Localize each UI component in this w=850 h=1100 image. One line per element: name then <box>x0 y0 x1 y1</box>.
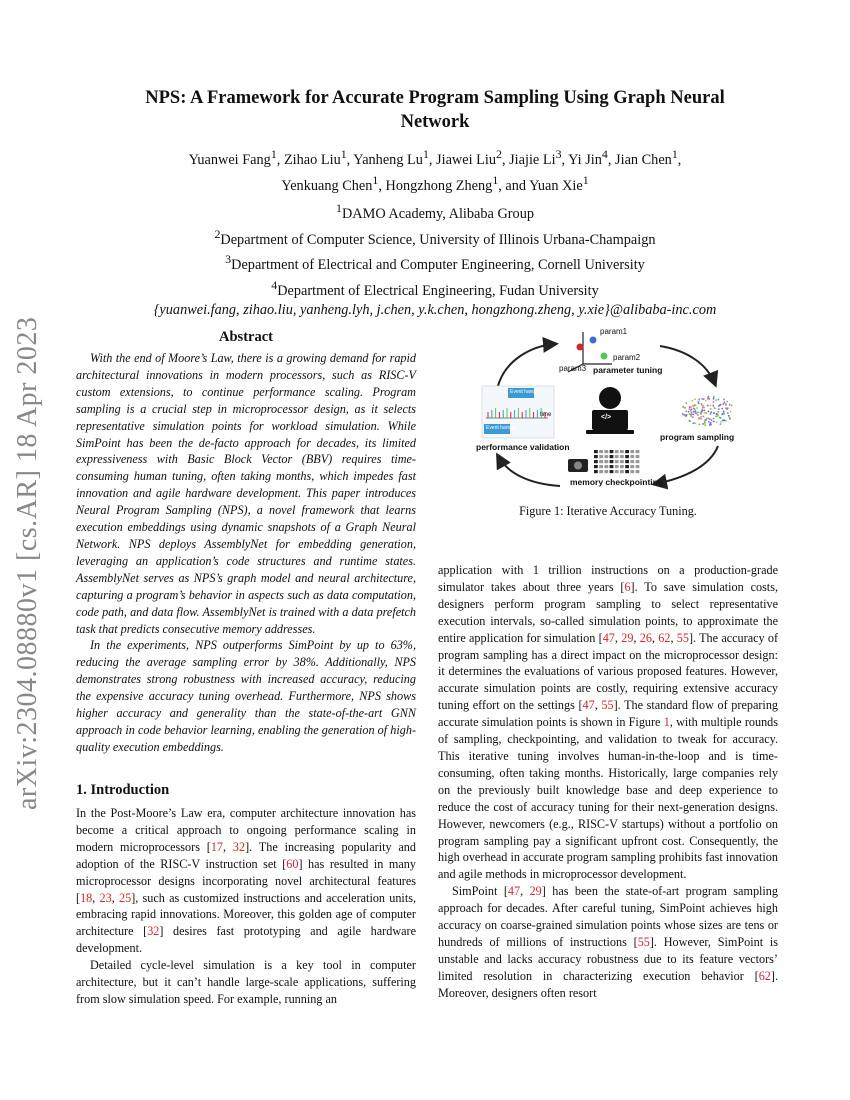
param1-label: param1 <box>600 327 628 336</box>
intro-paragraph-2: Detailed cycle-level simulation is a key tool in computer architecture, but it can’t handle large-scale applications, suffering from slow simulation speed. For example, running an <box>76 958 416 1006</box>
author-affiliation-index: 3 <box>555 147 562 161</box>
memory-checkpointing-label: memory checkpointing <box>570 477 664 487</box>
param3-dot <box>577 344 584 351</box>
time-axis-label: time <box>540 412 552 418</box>
citation-link[interactable]: 62 <box>658 630 671 645</box>
abstract-paragraph-2: In the experiments, NPS outperforms SimPoint by up to 63%, reducing the average sampling error by 38%. Additionally, NPS demonstrates strong robustness with increased accuracy, reducing the expensive accuracy tuning overhead. Furthermore, NPS shows higher accuracy and generality than the state-of-the-art GNN approach in code behavior learning, enabling the generation of high-quality execution embeddings. <box>76 638 416 754</box>
author-affiliation-index: 1 <box>340 147 347 161</box>
author-affiliation-index: 1 <box>582 172 589 187</box>
right-paragraph-2: SimPoint [47, 29] has been the state-of-art program sampling approach for decades. After careful tuning, SimPoint achieves high accuracy on coarse-grained simulation points whose sizes are tens or hundreds of millions of instructions [55]. However, SimPoint is unstable and lacks accuracy robustness due to its feature vectors’ limited resolution in characterizing execution behavior [62]. Moreover, designers often resort <box>438 884 779 1000</box>
cycle-arrow-bottom-right <box>655 446 718 484</box>
citation-link[interactable]: 62 <box>758 968 771 983</box>
citation-link[interactable]: 47 <box>582 698 595 713</box>
citation-link[interactable]: 6 <box>624 579 631 594</box>
event-handler-label-1: Event handler <box>510 389 541 395</box>
author-list: Yuanwei Fang$^1$, Zihao Liu$^1$, Yanheng Lu$^1$, Jiawei Liu$^2$, Jiajie Li$^3$, Yi Jin$^4$, Jian Chen$^1$, Yenkuang Chen$^1$, Hongzhong Zheng$^1$, and Yuan Xie$^1$ <box>188 147 682 194</box>
author-affiliation-index: 1 <box>270 147 277 161</box>
figure-caption: Figure 1: Iterative Accuracy Tuning. <box>519 504 697 518</box>
intro-paragraph-1: In the Post-Moore’s Law era, computer architecture innovation has become a critical approach to ongoing performance scaling in modern microprocessors [17, 32]. The increasing popularity and adoption of the RISC-V instruction set [60] has resulted in many microprocessor designs incorporating novel architectural features [18, 23, 25], such as customized instructions and acceleration units, embracing rapid innovations. Moreover, this golden age of computer architecture [32] desires fast prototyping and agile hardware development. <box>76 806 416 956</box>
citation-link[interactable]: 17 <box>210 839 224 854</box>
citation-link[interactable]: 26 <box>639 630 652 645</box>
figure-iterative-accuracy-tuning <box>460 326 765 496</box>
citation-link[interactable]: 18 <box>80 890 93 905</box>
affiliation-index: 1 <box>336 201 342 215</box>
program-sampling-scatter <box>682 396 733 427</box>
author-affiliation-index: 2 <box>496 147 502 161</box>
citation-link[interactable]: 29 <box>529 884 542 899</box>
performance-validation-label: performance validation <box>476 442 570 452</box>
author-name: Zihao Liu <box>283 151 341 168</box>
citation-link[interactable]: 29 <box>621 630 634 645</box>
abstract-heading: Abstract <box>219 329 273 345</box>
author-affiliation-index: 1 <box>671 147 678 161</box>
parameter-tuning-label: parameter tuning <box>593 365 663 375</box>
affiliation-text: DAMO Academy, Alibaba Group <box>341 205 534 222</box>
citation-link[interactable]: 55 <box>637 934 650 949</box>
right-paragraph-1: application with 1 trillion instructions on a production-grade simulator takes about three years [6]. To save simulation costs, designers perform program sampling to select representative execution intervals, so-called simulation points, to approximate the entire application for simulation [47, 29, 26, 62, 55]. The accuracy of program sampling has a direct impact on the microprocessor design: it determines the evaluations of various proposed features. However, accurate simulation points are costly, requiring extensive accuracy tuning effort on the settings [47, 55]. The standard flow of preparing accurate simulation points is shown in Figure 1, with multiple rounds of sampling, checkpointing, and validation to tweak for accuracy. This iterative tuning involves human-in-the-loop and is time-consuming, often taking months. Historically, large companies rely on the previously built knowledge base and deep experience to reduce the cost of accuracy tuning for their next-generation designs. However, newcomers (e.g., RISC-V startups) without a portfolio on program sampling pay a significant upfront cost. Consequently, the high overhead in accurate program sampling prohibits fast innovation and agile methods in microprocessor development. <box>438 563 779 882</box>
param2-label: param2 <box>613 353 641 362</box>
author-emails: {yuanwei.fang, zihao.liu, yanheng.lyh, j.chen, y.k.chen, hongzhong.zheng, y.xie}@alibaba-inc.com <box>153 302 717 319</box>
citation-link[interactable]: 32 <box>232 839 246 854</box>
title-line-2: Network <box>400 112 470 132</box>
abstract-paragraph-1: With the end of Moore’s Law, there is a growing demand for rapid architectural innovations in modern processors, such as RISC-V custom extensions, to continue performance scaling. Program sampling is a crucial step in microprocessor design, as it selects representative simulation points for workload simulation. While SimPoint has been the de-facto approach for decades, its limited expressiveness with Basic Block Vector (BBV) requires time-consuming human tuning, often taking months, which impedes fast innovation and agile hardware development. This paper introduces Neural Program Sampling (NPS), a novel framework that learns execution embeddings using dynamic snapshots of a Graph Neural Network. NPS deploys AssemblyNet for embedding generation, leveraging an application’s code structures and runtime states. AssemblyNet serves as NPS’s graph model and neural architecture, capturing a program’s behavior in aspects such as data computation, code path, and data flow. AssemblyNet is trained with a data prefetch task that predicts consecutive memory addresses. <box>76 351 416 636</box>
affiliation-index: 3 <box>225 252 232 267</box>
author-name: Yi Jin <box>568 151 602 168</box>
author-name: Hongzhong Zheng <box>385 177 493 194</box>
code-icon: </> <box>601 414 612 421</box>
affiliation <box>90 250 780 276</box>
title-line-1: NPS: A Framework for Accurate Program Sampling Using Graph Neural <box>145 88 725 108</box>
memory-snapshot-grid <box>594 450 639 473</box>
affiliations <box>90 199 780 321</box>
citation-link[interactable]: 25 <box>119 890 132 905</box>
author-affiliation-index: 4 <box>601 147 608 161</box>
author-name: Jiawei Liu <box>436 151 496 168</box>
abstract-body <box>76 350 416 756</box>
paper-title <box>90 86 780 134</box>
affiliation <box>90 199 780 225</box>
cycle-arrow-top-left <box>498 344 555 386</box>
author-affiliation-index: 1 <box>422 147 429 161</box>
right-column-body <box>438 562 778 1002</box>
author-name: Yuanwei Fang <box>188 151 271 168</box>
citation-link[interactable]: 1 <box>663 715 670 730</box>
citation-link[interactable]: 47 <box>602 630 615 645</box>
event-handler-label-2: Event handler <box>486 425 517 431</box>
affiliation-text: Department of Electrical Engineering, Fudan University <box>277 282 599 299</box>
citation-link[interactable]: 47 <box>507 884 521 899</box>
author-name: Yanheng Lu <box>353 151 423 168</box>
citation-link[interactable]: 60 <box>286 856 299 871</box>
param2-dot <box>601 353 608 360</box>
citation-link[interactable]: 55 <box>601 698 614 713</box>
figure-graphic <box>460 326 765 496</box>
param3-label: param3 <box>559 364 587 373</box>
citation-link[interactable]: 32 <box>147 924 160 939</box>
author-name: Yuan Xie <box>529 177 583 194</box>
program-sampling-label: program sampling <box>660 432 735 442</box>
section-heading-introduction: 1. Introduction <box>76 782 170 798</box>
author-affiliation-index: 1 <box>492 172 499 187</box>
affiliation-text: Department of Electrical and Computer Engineering, Cornell University <box>231 256 645 273</box>
citation-link[interactable]: 55 <box>676 630 689 645</box>
cycle-arrow-bottom-left <box>498 456 560 486</box>
introduction-body <box>76 805 416 1008</box>
affiliation-text: Department of Computer Science, University of Illinois Urbana-Champaign <box>220 231 656 248</box>
affiliation-index: 4 <box>271 277 278 292</box>
citation-link[interactable]: 23 <box>99 890 112 905</box>
author-name: Jiajie Li <box>509 151 556 168</box>
affiliation <box>90 276 780 302</box>
affiliation-index: 2 <box>214 226 221 241</box>
user-head-icon <box>599 387 621 409</box>
param1-dot <box>590 337 597 344</box>
author-name: Jian Chen <box>615 151 672 168</box>
arxiv-identifier: arXiv:2304.08880v1 [cs.AR] 18 Apr 2023 <box>12 316 43 810</box>
affiliation <box>90 225 780 251</box>
author-affiliation-index: 1 <box>372 172 379 187</box>
cycle-arrow-top-right <box>660 346 715 384</box>
author-name: Yenkuang Chen <box>281 177 373 194</box>
